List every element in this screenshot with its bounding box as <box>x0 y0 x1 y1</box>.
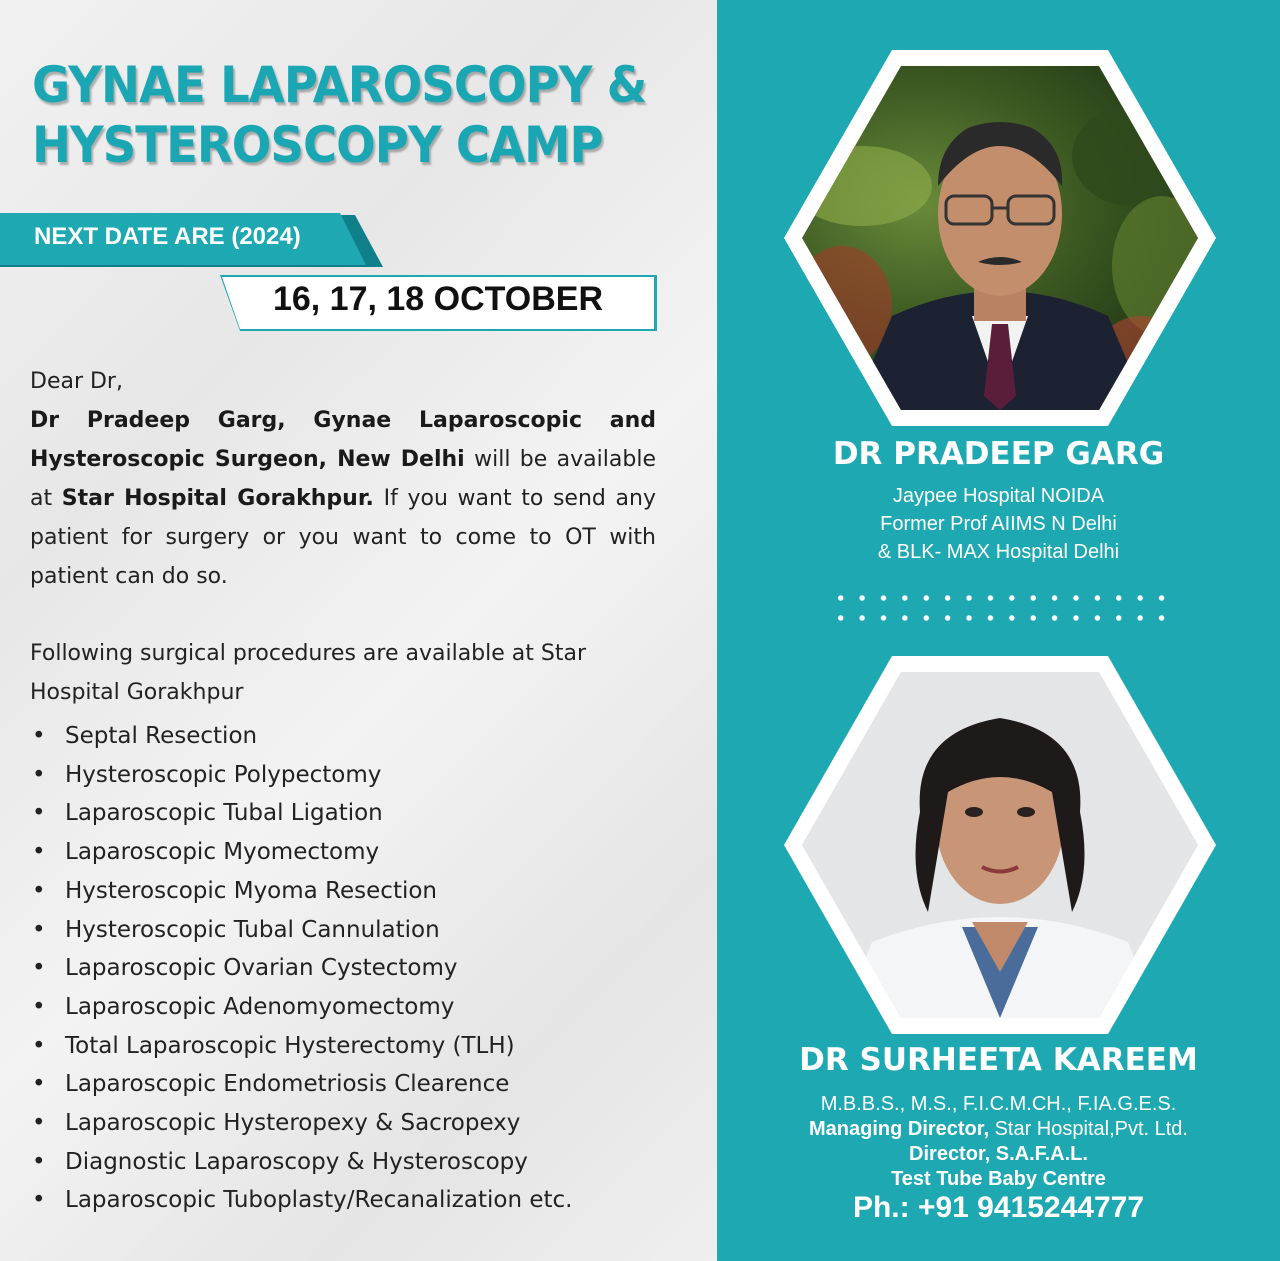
camp-dates: 16, 17, 18 OCTOBER <box>272 280 604 318</box>
doctor2-role3 <box>717 1167 1280 1192</box>
intro-mid: will be available at <box>30 447 656 511</box>
intro-paragraph <box>30 401 656 596</box>
greeting: Dear Dr, <box>30 369 123 394</box>
doctor2-role1-title: Managing Director, <box>808 1118 990 1140</box>
list-item: • Hysteroscopic Myoma Resection <box>30 872 572 911</box>
list-item: • Laparoscopic Tubal Ligation <box>30 794 572 833</box>
contact-phone: Ph.: +91 9415244777 <box>852 1191 1145 1224</box>
list-item: • Laparoscopic Ovarian Cystectomy <box>30 949 572 988</box>
list-item: • Total Laparoscopic Hysterectomy (TLH) <box>30 1027 572 1066</box>
list-item: • Hysteroscopic Tubal Cannulation <box>30 911 572 950</box>
doctor1-line2: Former Prof AIIMS N Delhi <box>880 513 1117 535</box>
procedures-intro: Following surgical procedures are available at Star Hospital Gorakhpur <box>30 641 587 705</box>
doctor1-photo-frame <box>784 50 1216 426</box>
list-item: • Hysteroscopic Polypectomy <box>30 756 572 795</box>
list-item: • Diagnostic Laparoscopy & Hysteroscopy <box>30 1143 572 1182</box>
doctor2-role1 <box>717 1117 1280 1142</box>
list-item: • Laparoscopic Adenomyomectomy <box>30 988 572 1027</box>
camp-title-line1: GYNAE LAPAROSCOPY & <box>32 56 647 114</box>
list-item: • Laparoscopic Tuboplasty/Recanalization etc. <box>30 1181 572 1220</box>
procedure-list <box>30 717 572 1220</box>
doctor2-details <box>717 1092 1280 1192</box>
dot-divider <box>830 588 1170 622</box>
doctor2-role2-text: Director, S.A.F.A.L. <box>909 1143 1088 1165</box>
doctor2-role3-text: Test Tube Baby Centre <box>891 1168 1106 1190</box>
list-item: • Laparoscopic Myomectomy <box>30 833 572 872</box>
doctor1-details <box>717 482 1280 566</box>
next-date-label: NEXT DATE ARE (2024) <box>34 223 301 250</box>
list-item: • Septal Resection <box>30 717 572 756</box>
intro-end: If you want to send any patient for surgery or you want to come to OT with patient can do so. <box>30 486 656 589</box>
letter-body <box>30 362 656 712</box>
doctor2-name: DR SURHEETA KAREEM <box>799 1042 1198 1078</box>
doctor2-role1-org: Star Hospital,Pvt. Ltd. <box>989 1118 1188 1140</box>
right-panel <box>717 0 1280 1261</box>
intro-bold: Dr Pradeep Garg, Gynae Laparoscopic and Hysteroscopic Surgeon, New Delhi <box>30 408 656 472</box>
list-item: • Laparoscopic Hysteropexy & Sacropexy <box>30 1104 572 1143</box>
doctor2-role2 <box>717 1142 1280 1167</box>
doctor1-line1: Jaypee Hospital NOIDA <box>892 485 1105 507</box>
doctor1-name: DR PRADEEP GARG <box>832 436 1165 472</box>
camp-title-line2: HYSTEROSCOPY CAMP <box>32 116 603 174</box>
doctor1-line3: & BLK- MAX Hospital Delhi <box>877 541 1120 563</box>
hospital-name: Star Hospital Gorakhpur. <box>61 486 374 511</box>
doctor2-qualifications: M.B.B.S., M.S., F.I.C.M.CH., F.IA.G.E.S. <box>820 1093 1177 1115</box>
doctor2-photo-frame <box>784 656 1216 1034</box>
list-item: • Laparoscopic Endometriosis Clearence <box>30 1065 572 1104</box>
